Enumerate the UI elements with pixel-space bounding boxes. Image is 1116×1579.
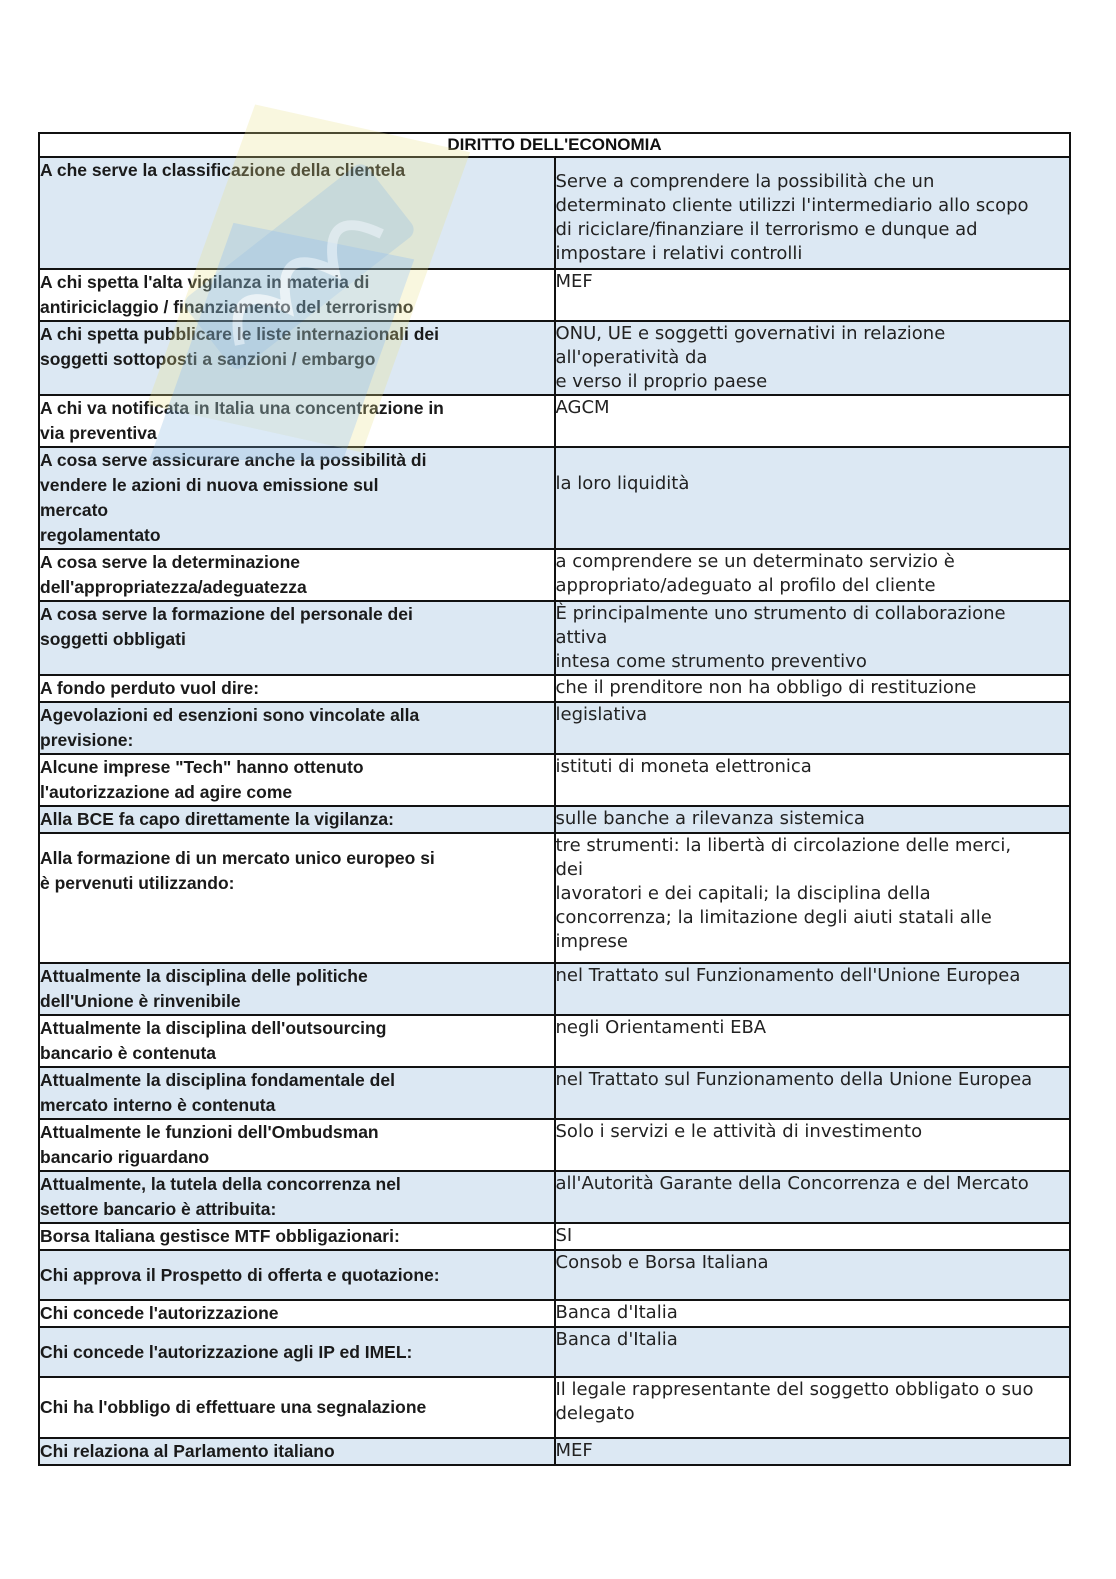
table-row: [39, 1015, 1070, 1067]
answer-line: Serve a comprendere la possibilità che un: [555, 171, 935, 192]
answer-cell: [555, 1327, 1071, 1377]
question-line: vendere le azioni di nuova emissione sul: [40, 475, 379, 495]
question-cell: [39, 702, 555, 754]
answer-line: tre strumenti: la libertà di circolazione delle merci,: [555, 835, 1012, 856]
answer-line: appropriato/adeguato al profilo del cliente: [555, 575, 936, 596]
answer-line: intesa come strumento preventivo: [555, 651, 867, 672]
question-line: regolamentato: [40, 525, 161, 545]
answer-line: la loro liquidità: [555, 473, 690, 494]
question-line: Attualmente la disciplina dell'outsourcing: [40, 1018, 387, 1038]
answer-line: all'Autorità Garante della Concorrenza e del Mercato: [555, 1173, 1029, 1194]
table-row: [39, 1438, 1070, 1465]
question-cell: [39, 447, 555, 549]
answer-cell: [555, 833, 1071, 963]
table-row: [39, 601, 1070, 675]
answer-line: che il prenditore non ha obbligo di restituzione: [555, 677, 977, 698]
question-cell: [39, 1119, 555, 1171]
question-line: A cosa serve assicurare anche la possibilità di: [40, 450, 427, 470]
table-row: [39, 321, 1070, 395]
answer-line: MEF: [555, 1440, 593, 1461]
question-line: dell'Unione è rinvenibile: [40, 991, 241, 1011]
question-cell: [39, 1438, 555, 1465]
answer-cell: [555, 1250, 1071, 1300]
question-line: dell'appropriatezza/adeguatezza: [40, 577, 307, 597]
answer-cell: [555, 1300, 1071, 1327]
answer-line: Consob e Borsa Italiana: [555, 1252, 769, 1273]
question-line: Chi ha l'obbligo di effettuare una segnalazione: [40, 1397, 427, 1417]
answer-cell: [555, 601, 1071, 675]
question-line: mercato interno è contenuta: [40, 1095, 276, 1115]
answer-line: SI: [555, 1225, 573, 1246]
question-line: Alcune imprese "Tech" hanno ottenuto: [40, 757, 364, 777]
question-line: A chi spetta pubblicare le liste internazionali dei: [40, 324, 440, 344]
table-row: [39, 702, 1070, 754]
question-line: previsione:: [40, 730, 134, 750]
question-line: Attualmente la disciplina delle politiche: [40, 966, 368, 986]
table-row: [39, 754, 1070, 806]
question-line: Attualmente la disciplina fondamentale del: [40, 1070, 395, 1090]
question-line: Borsa Italiana gestisce MTF obbligazionari:: [40, 1226, 400, 1246]
question-cell: [39, 833, 555, 963]
question-cell: [39, 269, 555, 321]
table-row: [39, 1119, 1070, 1171]
question-line: Chi concede l'autorizzazione: [40, 1303, 279, 1323]
question-line: Attualmente, la tutela della concorrenza nel: [40, 1174, 401, 1194]
answer-line: lavoratori e dei capitali; la disciplina della: [555, 883, 931, 904]
question-cell: [39, 1377, 555, 1438]
table-title: DIRITTO DELL'ECONOMIA: [39, 133, 1070, 157]
question-cell: [39, 1015, 555, 1067]
answer-cell: [555, 447, 1071, 549]
answer-line: e verso il proprio paese: [555, 371, 768, 392]
answer-line: nel Trattato sul Funzionamento dell'Unione Europea: [555, 965, 1021, 986]
table-row: [39, 1223, 1070, 1250]
table-row: [39, 395, 1070, 447]
answer-line: attiva: [555, 627, 608, 648]
answer-cell: [555, 754, 1071, 806]
question-cell: [39, 157, 555, 269]
table-row: [39, 1300, 1070, 1327]
table-body: [39, 157, 1070, 1465]
answer-cell: [555, 157, 1071, 269]
answer-line: istituti di moneta elettronica: [555, 756, 812, 777]
question-cell: [39, 321, 555, 395]
question-line: soggetti sottoposti a sanzioni / embargo: [40, 349, 376, 369]
question-cell: [39, 1223, 555, 1250]
table-row: [39, 1327, 1070, 1377]
answer-cell: [555, 549, 1071, 601]
answer-line: Il legale rappresentante del soggetto obbligato o suo: [555, 1379, 1034, 1400]
answer-line: MEF: [555, 271, 593, 292]
question-cell: [39, 395, 555, 447]
question-line: l'autorizzazione ad agire come: [40, 782, 293, 802]
question-line: settore bancario è attribuita:: [40, 1199, 277, 1219]
question-cell: [39, 806, 555, 833]
question-cell: [39, 754, 555, 806]
question-line: Alla formazione di un mercato unico europeo si: [40, 848, 435, 868]
answer-cell: [555, 1223, 1071, 1250]
answer-cell: [555, 1015, 1071, 1067]
question-line: A cosa serve la formazione del personale dei: [40, 604, 413, 624]
answer-cell: [555, 269, 1071, 321]
question-line: A fondo perduto vuol dire:: [40, 678, 260, 698]
table-row: [39, 963, 1070, 1015]
question-line: mercato: [40, 500, 109, 520]
question-line: bancario è contenuta: [40, 1043, 217, 1063]
answer-line: negli Orientamenti EBA: [555, 1017, 767, 1038]
question-line: soggetti obbligati: [40, 629, 186, 649]
question-cell: [39, 675, 555, 702]
answer-cell: [555, 395, 1071, 447]
answer-line: determinato cliente utilizzi l'intermediario allo scopo: [555, 195, 1029, 216]
question-line: A che serve la classificazione della clientela: [40, 160, 406, 180]
answer-line: dei: [555, 859, 584, 880]
question-cell: [39, 1250, 555, 1300]
question-cell: [39, 1300, 555, 1327]
answer-line: AGCM: [555, 397, 610, 418]
question-cell: [39, 1067, 555, 1119]
answer-line: a comprendere se un determinato servizio è: [555, 551, 955, 572]
table-row: [39, 269, 1070, 321]
question-line: è pervenuti utilizzando:: [40, 873, 235, 893]
answer-cell: [555, 1438, 1071, 1465]
answer-line: È principalmente uno strumento di collaborazione: [555, 603, 1006, 624]
qa-table: [38, 132, 1071, 1466]
answer-cell: [555, 1119, 1071, 1171]
answer-cell: [555, 1377, 1071, 1438]
answer-line: legislativa: [555, 704, 648, 725]
answer-line: Banca d'Italia: [555, 1302, 678, 1323]
answer-cell: [555, 963, 1071, 1015]
table-row: [39, 549, 1070, 601]
question-line: A cosa serve la determinazione: [40, 552, 301, 572]
answer-line: delegato: [555, 1403, 635, 1424]
question-line: antiriciclaggio / finanziamento del terrorismo: [40, 297, 414, 317]
answer-cell: [555, 321, 1071, 395]
table-row: [39, 447, 1070, 549]
answer-line: concorrenza; la limitazione degli aiuti statali alle: [555, 907, 992, 928]
question-cell: [39, 1327, 555, 1377]
answer-line: Banca d'Italia: [555, 1329, 678, 1350]
answer-line: Solo i servizi e le attività di investimento: [555, 1121, 923, 1142]
table-row: [39, 675, 1070, 702]
question-line: bancario riguardano: [40, 1147, 210, 1167]
question-cell: [39, 601, 555, 675]
answer-line: imprese: [555, 931, 628, 952]
answer-line: all'operatività da: [555, 347, 708, 368]
question-cell: [39, 1171, 555, 1223]
answer-cell: [555, 806, 1071, 833]
question-line: Chi concede l'autorizzazione agli IP ed IMEL:: [40, 1341, 413, 1362]
question-cell: [39, 549, 555, 601]
answer-line: di riciclare/finanziare il terrorismo e dunque ad: [555, 219, 978, 240]
answer-cell: [555, 1171, 1071, 1223]
answer-line: ONU, UE e soggetti governativi in relazione: [555, 323, 946, 344]
table-row: [39, 1067, 1070, 1119]
table-row: [39, 806, 1070, 833]
question-line: Alla BCE fa capo direttamente la vigilanza:: [40, 809, 394, 829]
answer-line: impostare i relativi controlli: [555, 243, 803, 264]
question-line: Chi approva il Prospetto di offerta e quotazione:: [40, 1264, 440, 1285]
table-row: [39, 157, 1070, 269]
table-row: [39, 1171, 1070, 1223]
question-line: Agevolazioni ed esenzioni sono vincolate alla: [40, 705, 420, 725]
answer-line: nel Trattato sul Funzionamento della Unione Europea: [555, 1069, 1033, 1090]
question-line: Chi relaziona al Parlamento italiano: [40, 1441, 335, 1461]
question-cell: [39, 963, 555, 1015]
answer-cell: [555, 675, 1071, 702]
answer-cell: [555, 1067, 1071, 1119]
question-line: Attualmente le funzioni dell'Ombudsman: [40, 1122, 379, 1142]
answer-line: sulle banche a rilevanza sistemica: [555, 808, 865, 829]
answer-cell: [555, 702, 1071, 754]
table-row: [39, 1377, 1070, 1438]
question-line: via preventiva: [40, 423, 157, 443]
table-row: [39, 1250, 1070, 1300]
table-row: [39, 833, 1070, 963]
question-line: A chi spetta l'alta vigilanza in materia di: [40, 272, 370, 292]
question-line: A chi va notificata in Italia una concentrazione in: [40, 398, 444, 418]
